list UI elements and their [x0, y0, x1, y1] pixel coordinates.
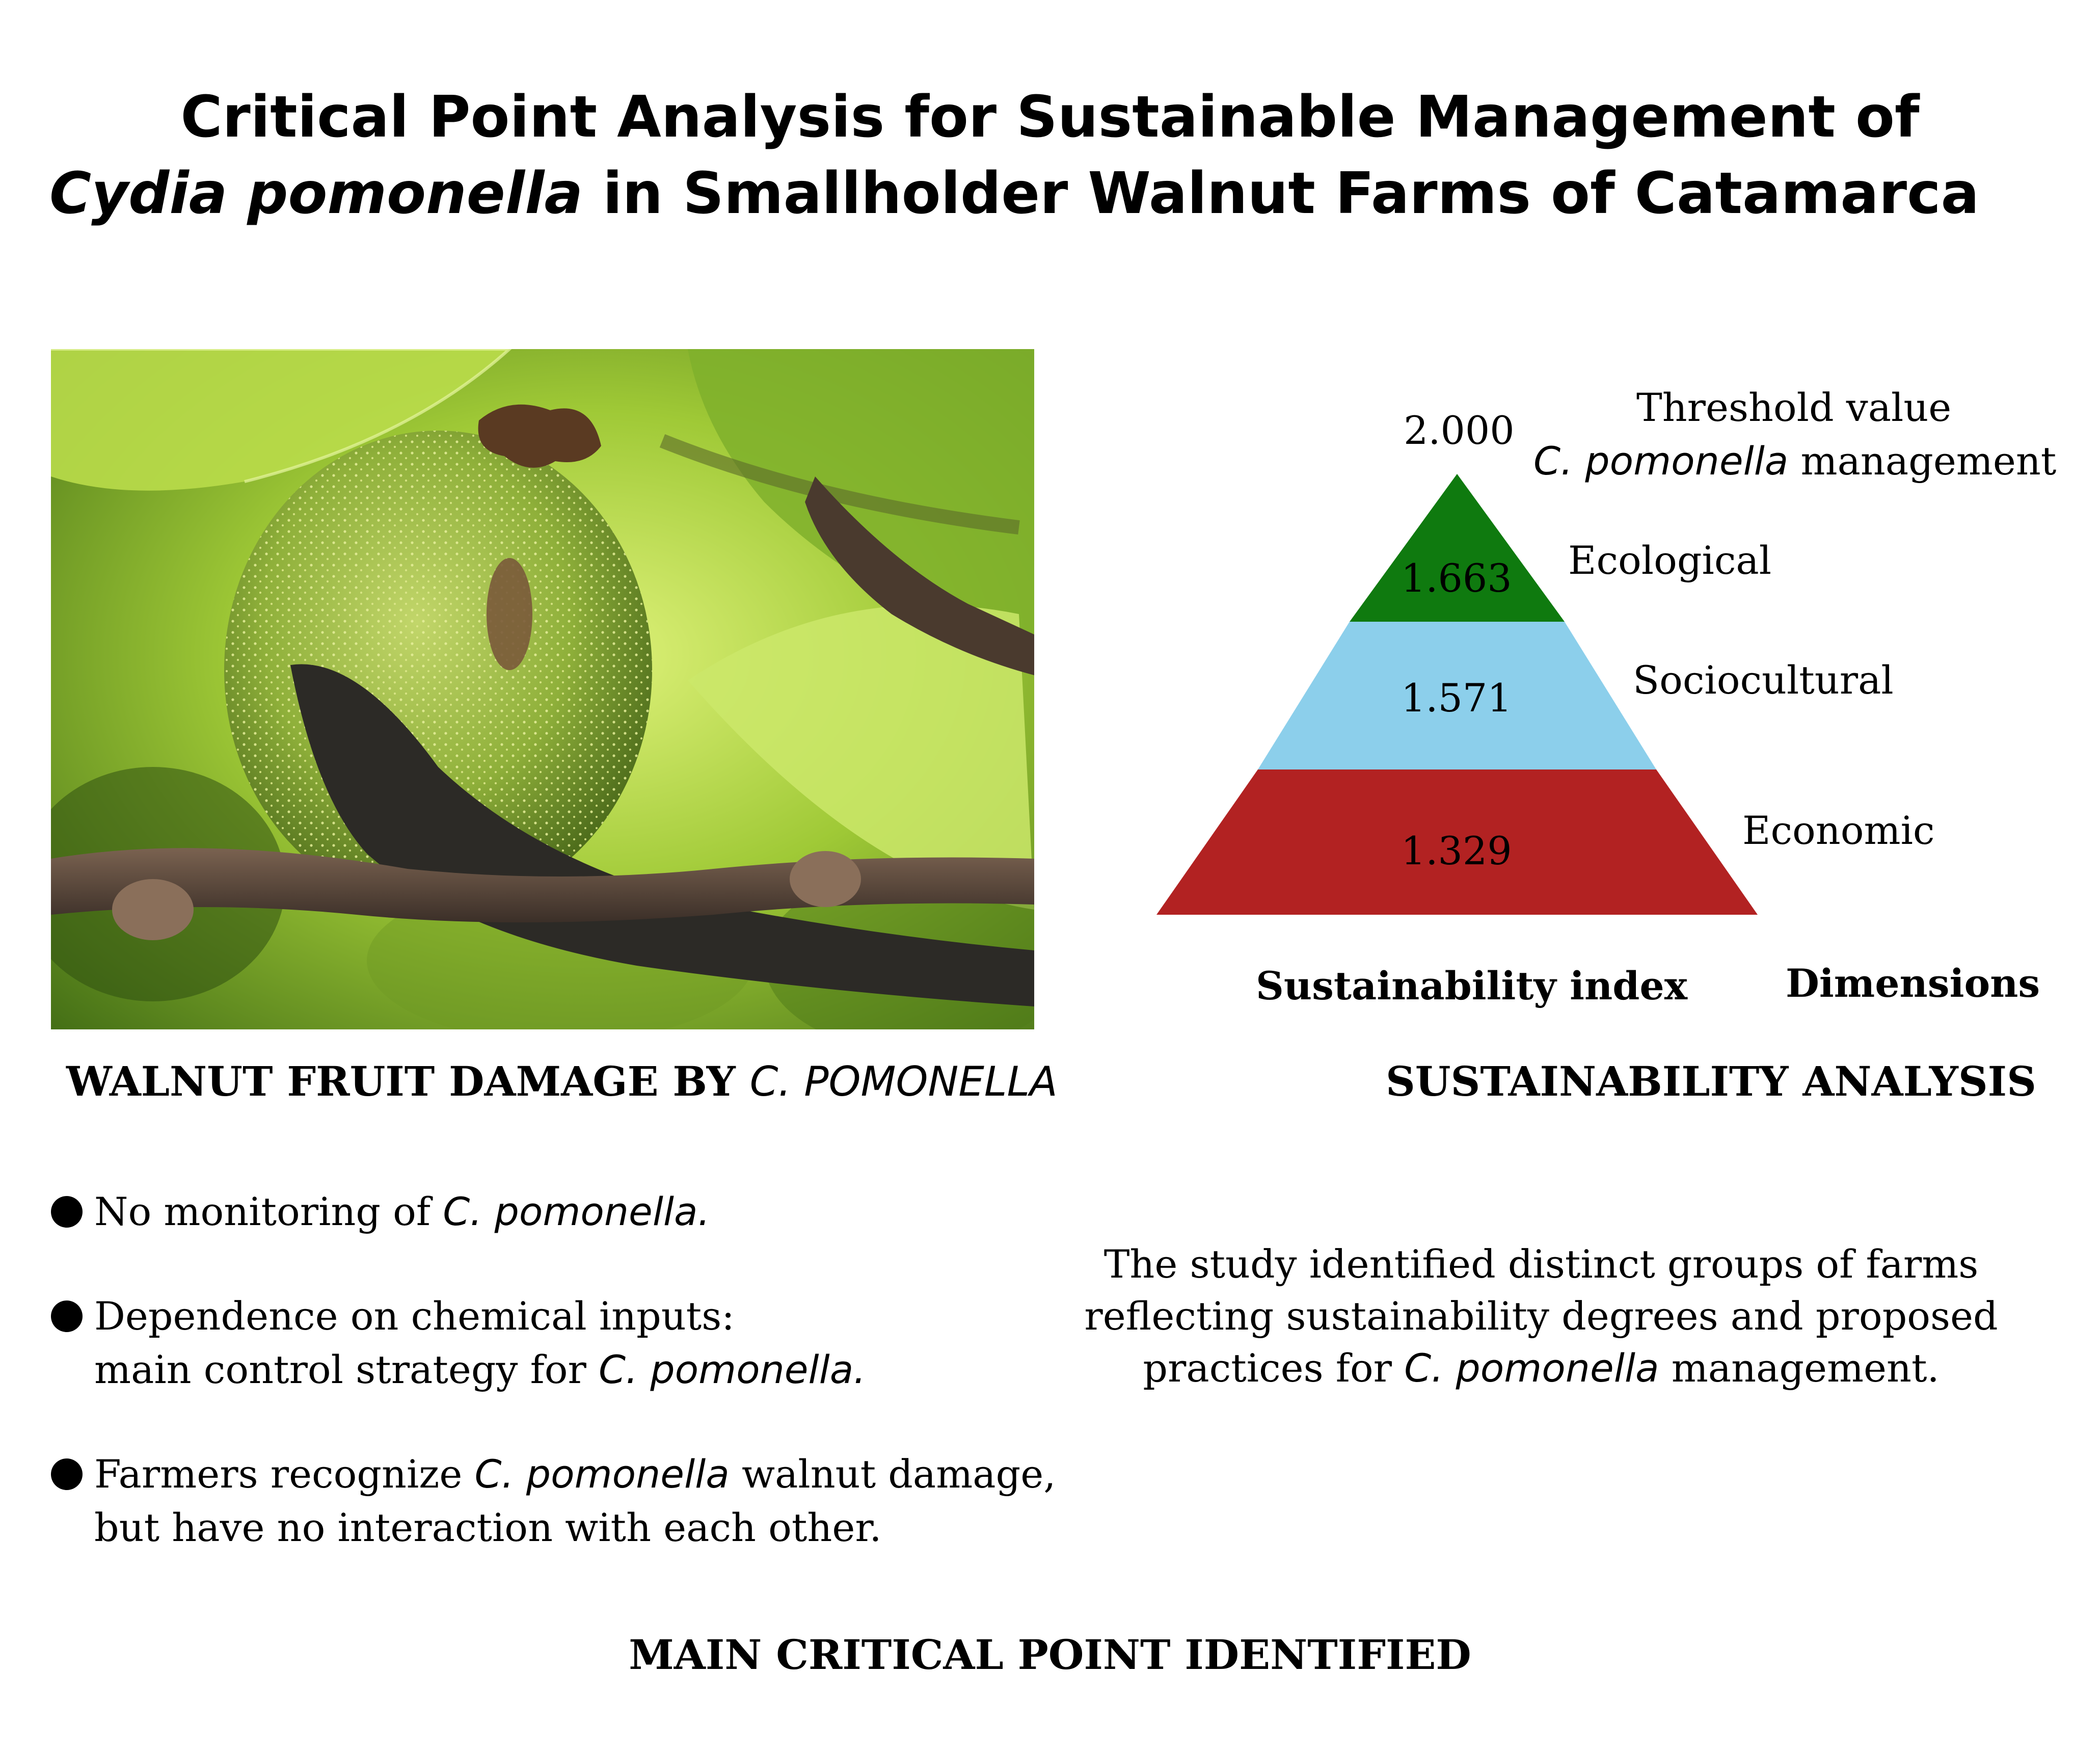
bullet-3-line1-post: walnut damage,: [729, 1451, 1056, 1497]
page-title-line2: [0, 161, 2064, 227]
sustainability-analysis-caption: SUSTAINABILITY ANALYSIS: [1386, 1057, 2036, 1105]
threshold-management-text: management: [1788, 438, 2057, 484]
bullet-item-1: [51, 1185, 710, 1238]
threshold-species: C. pomonella: [1533, 438, 1789, 484]
bullet-3-line2: but have no interaction with each other.: [94, 1505, 882, 1550]
axis-label-dimensions: Dimensions: [1786, 961, 2040, 1006]
bullet-dot: [51, 1196, 83, 1228]
bullet-3-line1-pre: Farmers recognize: [94, 1451, 475, 1497]
dimension-economic: Economic: [1742, 808, 1935, 853]
photo-caption: [66, 1057, 1058, 1105]
summary-line3: [1044, 1342, 2038, 1394]
dimension-sociocultural: Sociocultural: [1633, 657, 1894, 703]
summary-line2: reflecting sustainability degrees and proposed: [1084, 1293, 1998, 1339]
title-species-name: Cydia pomonella: [49, 161, 583, 227]
main-critical-point-heading: MAIN CRITICAL POINT IDENTIFIED: [629, 1631, 1471, 1679]
bullet-dot: [51, 1458, 83, 1490]
walnut-fruit-photo: [51, 349, 1034, 1029]
bullet-2-line1: Dependence on chemical inputs:: [94, 1293, 735, 1339]
summary-line1: The study identified distinct groups of farms: [1103, 1241, 1979, 1287]
bullet-3-species: C. pomonella: [474, 1451, 730, 1497]
index-sociocultural: 1.571: [1401, 675, 1512, 721]
bullet-item-2: [51, 1289, 866, 1396]
summary-line3-pre: practices for: [1143, 1345, 1405, 1391]
photo-caption-text: WALNUT FRUIT DAMAGE BY: [66, 1057, 750, 1105]
bullet-item-3: [51, 1447, 1056, 1554]
index-economic: 1.329: [1401, 828, 1512, 873]
index-ecological: 1.663: [1401, 555, 1512, 601]
threshold-value: 2.000: [1404, 408, 1515, 453]
bullet-2-species: C. pomonella.: [598, 1347, 866, 1392]
photo-caption-species: C. POMONELLA: [749, 1058, 1058, 1105]
bullet-1-text: No monitoring of: [94, 1189, 443, 1234]
page-title-line1: Critical Point Analysis for Sustainable Management of: [180, 84, 1920, 150]
walnut-photo-illustration: [51, 349, 1034, 1029]
threshold-label: Threshold value: [1636, 385, 1952, 430]
bullet-2-line2: main control strategy for: [94, 1347, 599, 1392]
summary-text: [1044, 1238, 2038, 1394]
summary-line3-post: management.: [1659, 1345, 1940, 1391]
threshold-label-management: [1533, 438, 2056, 484]
dimension-ecological: Ecological: [1568, 538, 1771, 583]
bullet-dot: [51, 1300, 83, 1332]
summary-species: C. pomonella: [1404, 1345, 1659, 1391]
bullet-1-species: C. pomonella.: [443, 1189, 710, 1234]
axis-label-sustainability-index: Sustainability index: [1256, 963, 1688, 1008]
title-rest: in Smallholder Walnut Farms of Catamarca: [583, 161, 1980, 227]
